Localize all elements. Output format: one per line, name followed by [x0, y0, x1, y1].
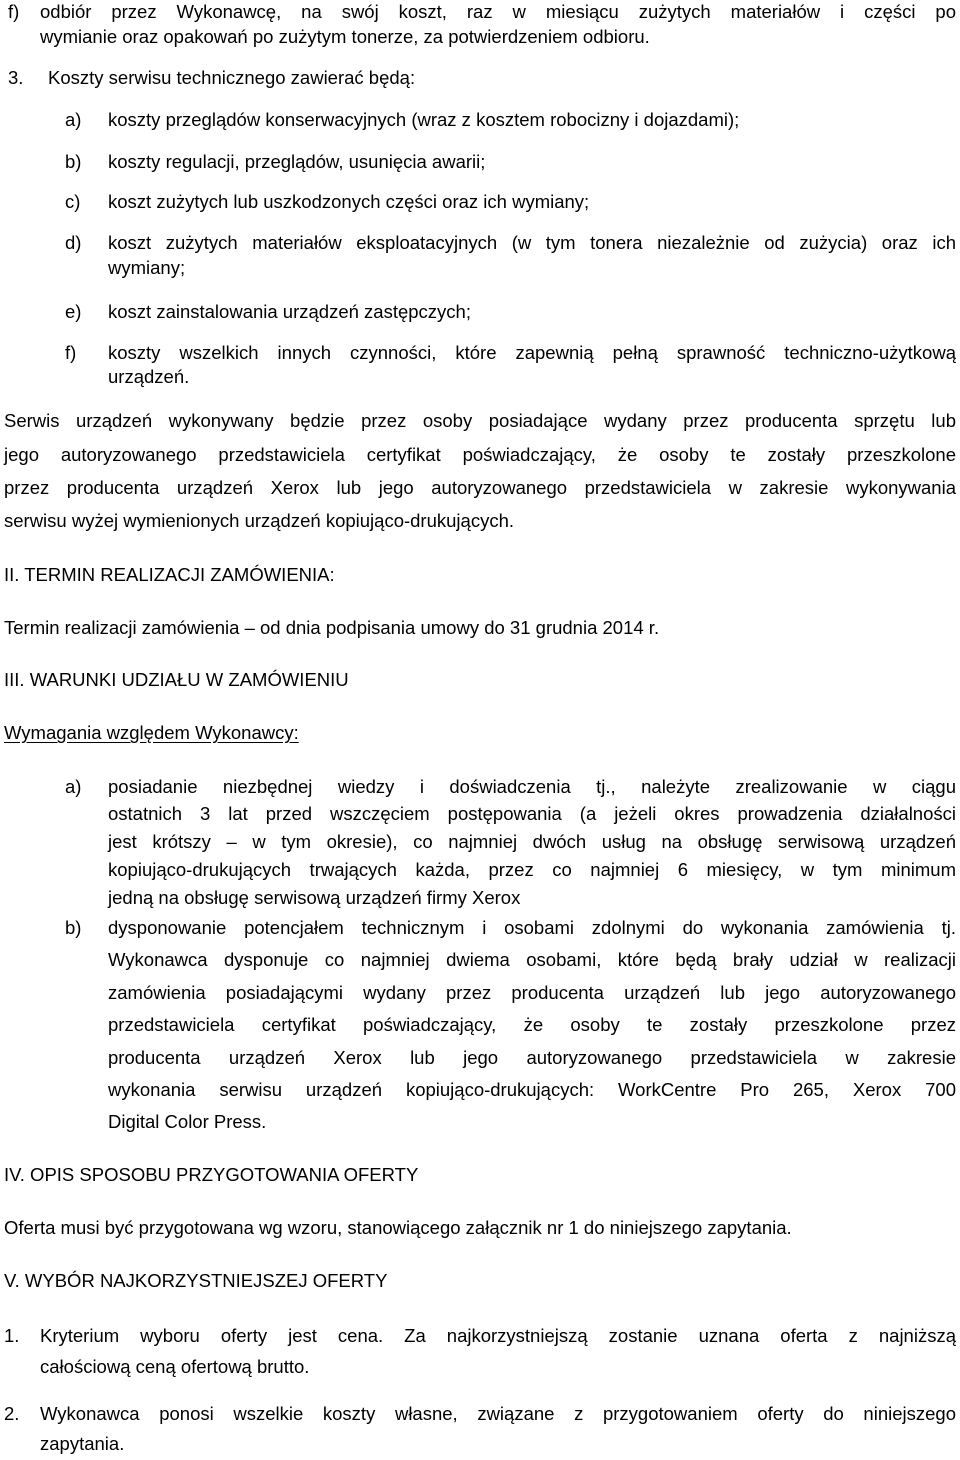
list-label: f) — [65, 342, 77, 363]
list-label: b) — [65, 151, 82, 172]
point-number: 3. — [8, 67, 24, 88]
list-item-text: Wykonawca dysponuje co najmniej dwiema osobami, które będą brały udział w realizacji — [108, 949, 956, 970]
list-item-text: całościową ceną ofertową brutto. — [40, 1356, 310, 1377]
list-item-text: kopiująco-drukujących trwających każda, przez co najmniej 6 miesięcy, w tym minimum — [108, 859, 956, 880]
list-label: d) — [65, 232, 82, 253]
section-heading: III. WARUNKI UDZIAŁU W ZAMÓWIENIU — [4, 669, 349, 690]
list-item-text: urządzeń. — [108, 366, 190, 387]
section-heading: II. TERMIN REALIZACJI ZAMÓWIENIA: — [4, 564, 335, 585]
list-item-text: wykonania serwisu urządzeń kopiująco-drukujących: WorkCentre Pro 265, Xerox 700 — [108, 1079, 956, 1100]
list-item-text: ostatnich 3 lat przed wszczęciem postępowania (a jeżeli okres prowadzenia działalności — [108, 803, 956, 824]
list-label: 1. — [4, 1325, 20, 1346]
paragraph-line: serwisu wyżej wymienionych urządzeń kopiująco-drukujących. — [4, 510, 514, 531]
list-item-text: koszty przeglądów konserwacyjnych (wraz z kosztem robocizny i dojazdami); — [108, 109, 740, 130]
list-item-text: Kryterium wyboru oferty jest cena. Za najkorzystniejszą zostanie uznana oferta z najniższą — [40, 1325, 956, 1346]
section-heading: V. WYBÓR NAJKORZYSTNIEJSZEJ OFERTY — [4, 1270, 388, 1291]
list-label: a) — [65, 776, 82, 797]
list-item-text: Wykonawca ponosi wszelkie koszty własne, związane z przygotowaniem oferty do niniejszego — [40, 1403, 956, 1424]
list-item-text: posiadanie niezbędnej wiedzy i doświadczenia tj., należyte zrealizowanie w ciągu — [108, 776, 956, 797]
list-item-text: Digital Color Press. — [108, 1111, 267, 1132]
list-label: b) — [65, 917, 82, 938]
point-heading: Koszty serwisu technicznego zawierać będą: — [48, 67, 416, 88]
list-item-text: jest krótszy – w tym okresie), co najmniej dwóch usług na obsługę serwisową urządzeń — [108, 831, 956, 852]
list-item-text: przedstawiciela certyfikat poświadczający, że osoby te zostały przeszkolone przez — [108, 1014, 956, 1035]
list-label: 2. — [4, 1403, 20, 1424]
list-item-text: wymianie oraz opakowań po zużytym tonerze, za potwierdzeniem odbioru. — [40, 26, 650, 47]
list-item-text: jedną na obsługę serwisową urządzeń firmy Xerox — [108, 887, 521, 908]
list-label: c) — [65, 191, 81, 212]
list-item-text: zapytania. — [40, 1433, 125, 1454]
list-item-text: zamówienia posiadającymi wydany przez producenta urządzeń lub jego autoryzowanego — [108, 982, 956, 1003]
list-item-text: wymiany; — [108, 257, 186, 278]
list-item-text: koszt zużytych lub uszkodzonych części oraz ich wymiany; — [108, 191, 590, 212]
list-label: f) — [8, 1, 20, 22]
paragraph-line: jego autoryzowanego przedstawiciela certyfikat poświadczający, że osoby te zostały przeszkolone — [4, 444, 956, 465]
section-text: Termin realizacji zamówienia – od dnia podpisania umowy do 31 grudnia 2014 r. — [4, 617, 660, 638]
list-item-text: koszt zużytych materiałów eksploatacyjnych (w tym tonera niezależnie od zużycia) oraz ich — [108, 232, 956, 253]
list-label: a) — [65, 109, 82, 130]
list-item-text: koszty wszelkich innych czynności, które zapewnią pełną sprawność techniczno-użytkową — [108, 342, 956, 363]
section-text: Oferta musi być przygotowana wg wzoru, stanowiącego załącznik nr 1 do niniejszego zapytania. — [4, 1217, 792, 1238]
section-subheading: Wymagania względem Wykonawcy: — [4, 722, 299, 743]
list-item-text: koszt zainstalowania urządzeń zastępczych; — [108, 301, 471, 322]
list-item-text: dysponowanie potencjałem technicznym i osobami zdolnymi do wykonania zamówienia tj. — [108, 917, 956, 938]
list-label: e) — [65, 301, 82, 322]
paragraph-line: przez producenta urządzeń Xerox lub jego autoryzowanego przedstawiciela w zakresie wykonywania — [4, 477, 956, 498]
list-item-text: koszty regulacji, przeglądów, usunięcia awarii; — [108, 151, 486, 172]
list-item-text: producenta urządzeń Xerox lub jego autoryzowanego przedstawiciela w zakresie — [108, 1047, 956, 1068]
section-heading: IV. OPIS SPOSOBU PRZYGOTOWANIA OFERTY — [4, 1164, 419, 1185]
paragraph-line: Serwis urządzeń wykonywany będzie przez osoby posiadające wydany przez producenta sprzętu lub — [4, 410, 956, 431]
list-item-text: odbiór przez Wykonawcę, na swój koszt, raz w miesiącu zużytych materiałów i części po — [40, 1, 956, 22]
